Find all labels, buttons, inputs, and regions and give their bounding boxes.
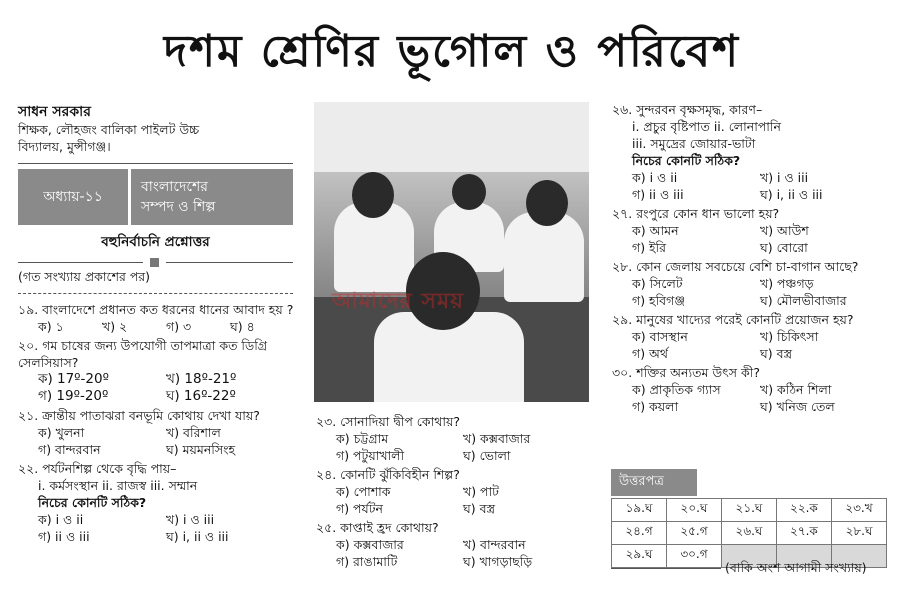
watermark: আমাদের সময় [332,289,465,314]
question-19: ১৯. বাংলাদেশে প্রধানত কত ধরনের ধানের আবাদ হয় ? ক) ১ খ) ২ গ) ৩ ঘ) ৪ [18,302,294,334]
option: ঘ) i, ii ও iii [166,529,229,544]
option: খ) আউশ [760,223,809,238]
option: খ) বরিশাল [166,425,221,440]
section-heading: বহুনির্বাচনি প্রশ্নোত্তর [101,234,210,250]
previous-note: (গত সংখ্যায় প্রকাশের পর) [18,269,151,284]
option: ঘ) i, ii ও iii [760,187,823,202]
option: ক) ১ [38,319,64,334]
question-28: ২৮. কোন জেলায় সবচেয়ে বেশি চা-বাগান আছে? ক) সিলেট খ) পঞ্চগড় গ) হবিগঞ্জ ঘ) মৌলভীবাজার [612,258,888,309]
footer-rule [611,568,721,569]
option: ঘ) ভোলা [463,448,511,463]
option: খ) কঠিন শিলা [760,382,832,397]
page-title: দশম শ্রেণির ভূগোল ও পরিবেশ [163,26,741,77]
option: ঘ) খাগড়াছড়ি [463,554,533,569]
continued-note: (বাকি অংশ আগামী সংখ্যায়) [725,560,867,575]
answer-cell: ২৯.ঘ [612,545,667,568]
answer-cell: ২০.ঘ [666,499,721,522]
option: গ) রাঙামাটি [336,554,398,569]
option: ক) সিলেট [632,276,683,291]
question-21: ২১. ক্রান্তীয় পাতাঝরা বনভূমি কোথায় দেখা যায়? ক) খুলনা খ) বরিশাল গ) বান্দরবান ঘ) ময়মনসিংহ [18,407,294,458]
option: ঘ) ময়মনসিংহ [166,442,236,457]
exam-photo [314,102,589,402]
option: গ) কয়লা [632,399,679,414]
option: ক) পোশাক [336,484,391,499]
chapter-number: অধ্যায়-১১ [18,169,128,225]
option: খ) চিকিৎসা [760,329,819,344]
option: খ) কক্সবাজার [463,431,531,446]
answer-cell: ২৬.ঘ [721,522,776,545]
divider [18,163,293,164]
option: গ) পটুয়াখালী [336,448,405,463]
option: ক) বাসস্থান [632,329,688,344]
question-22: ২২. পর্যটনশিল্প থেকে বৃদ্ধি পায়– i. কর্মসংস্থান ii. রাজস্ব iii. সম্মান নিচের কোনটি সঠিক? ক) i ও ii খ) i ও iii গ) ii ও iii ঘ) i, ii ও iii [18,460,294,545]
question-26: ২৬. সুন্দরবন বৃক্ষসমৃদ্ধ, কারণ– i. প্রচুর বৃষ্টিপাত ii. লোনাপানি iii. সমুদ্রের জোয়ার-ভাটা নিচের কোনটি সঠিক? ক) i ও ii খ) i ও iii গ) ii ও iii ঘ) i, ii ও iii [612,101,888,203]
divider-square-icon [150,258,159,267]
option: ক) প্রাকৃতিক গ্যাস [632,382,721,397]
option: গ) ইরি [632,240,666,255]
which-correct: নিচের কোনটি সঠিক? [38,495,147,510]
chapter-banner [18,169,293,225]
chapter-name [131,169,293,225]
option: গ) অর্থ [632,346,668,361]
option: ক) চট্টগ্রাম [336,431,389,446]
answer-cell: ২৮.ঘ [831,522,886,545]
option: খ) ২ [102,319,128,334]
chapter-name-line-1: বাংলাদেশের [141,179,208,195]
divider [18,262,143,263]
option: ঘ) খনিজ তেল [760,399,835,414]
option: ঘ) বস্ত্র [463,501,496,516]
option: খ) বান্দরবান [463,537,526,552]
author-line-2: বিদ্যালয়, মুন্সীগঞ্জ। [18,139,111,154]
option: ক) খুলনা [38,425,85,440]
author-line-1: শিক্ষক, লৌহজং বালিকা পাইলট উচ্চ [18,122,200,137]
option: গ) 19º-20º [38,388,109,404]
option: খ) i ও iii [760,170,809,185]
option: খ) i ও iii [166,512,215,527]
option: ঘ) বোরো [760,240,808,255]
option: খ) পাট [463,484,499,499]
answer-cell: ২৭.ক [776,522,831,545]
option: গ) ii ও iii [38,529,90,544]
questions-left [18,301,294,547]
question-20: ২০. গম চাষের জন্য উপযোগী তাপমাত্রা কত ডিগ্রি সেলসিয়াস? ক) 17º-20º খ) 18º-21º গ) 19º-20º ঘ) 16º-22º [18,337,294,405]
question-25: ২৫. কাপ্তাই হ্রদ কোথায়? ক) কক্সবাজার খ) বান্দরবান গ) রাঙামাটি ঘ) খাগড়াছড়ি [316,519,590,570]
questions-right [612,101,888,417]
author-block [18,104,293,155]
answer-cell: ২৫.গ [666,522,721,545]
answer-key-title: উত্তরপত্র [611,469,697,496]
option: গ) হবিগঞ্জ [632,293,686,308]
author-name: সাধন সরকার [18,104,91,120]
option: গ) ৩ [166,319,192,334]
option: ক) i ও ii [38,512,84,527]
option: গ) পর্যটন [336,501,384,516]
answer-cell: ২২.ক [776,499,831,522]
option: ঘ) মৌলভীবাজার [760,293,847,308]
option: খ) 18º-21º [166,371,237,387]
option: গ) ii ও iii [632,187,684,202]
answer-grid [611,498,887,568]
answer-cell: ৩০.গ [666,545,721,568]
option: খ) পঞ্চগড় [760,276,814,291]
option: ক) কক্সবাজার [336,537,404,552]
divider [166,262,293,263]
answer-key [611,469,887,568]
option: ঘ) 16º-22º [166,388,236,404]
option: ঘ) বস্ত্র [760,346,793,361]
option: ক) 17º-20º [38,371,109,387]
option: ঘ) ৪ [230,319,255,334]
question-23: ২৩. সোনাদিয়া দ্বীপ কোথায়? ক) চট্টগ্রাম খ) কক্সবাজার গ) পটুয়াখালী ঘ) ভোলা [316,413,590,464]
divider [18,293,293,294]
option: গ) বান্দরবান [38,442,101,457]
answer-cell: ১৯.ঘ [612,499,667,522]
answer-cell: ২৪.গ [612,522,667,545]
answer-cell: ২৩.খ [831,499,886,522]
sub-items: i. কর্মসংস্থান ii. রাজস্ব iii. সম্মান [38,478,198,493]
option: ক) i ও ii [632,170,678,185]
question-27: ২৭. রংপুরে কোন ধান ভালো হয়? ক) আমন খ) আউশ গ) ইরি ঘ) বোরো [612,205,888,256]
question-29: ২৯. মানুষের খাদ্যের পরেই কোনটি প্রয়োজন হয়? ক) বাসস্থান খ) চিকিৎসা গ) অর্থ ঘ) বস্ত্র [612,311,888,362]
answer-cell: ২১.ঘ [721,499,776,522]
chapter-name-line-2: সম্পদ ও শিল্প [141,199,216,215]
questions-mid [316,413,590,572]
option: ক) আমন [632,223,679,238]
question-30: ৩০. শক্তির অন্যতম উৎস কী? ক) প্রাকৃতিক গ্যাস খ) কঠিন শিলা গ) কয়লা ঘ) খনিজ তেল [612,364,888,415]
question-24: ২৪. কোনটি ঝুঁকিবিহীন শিল্প? ক) পোশাক খ) পাট গ) পর্যটন ঘ) বস্ত্র [316,466,590,517]
